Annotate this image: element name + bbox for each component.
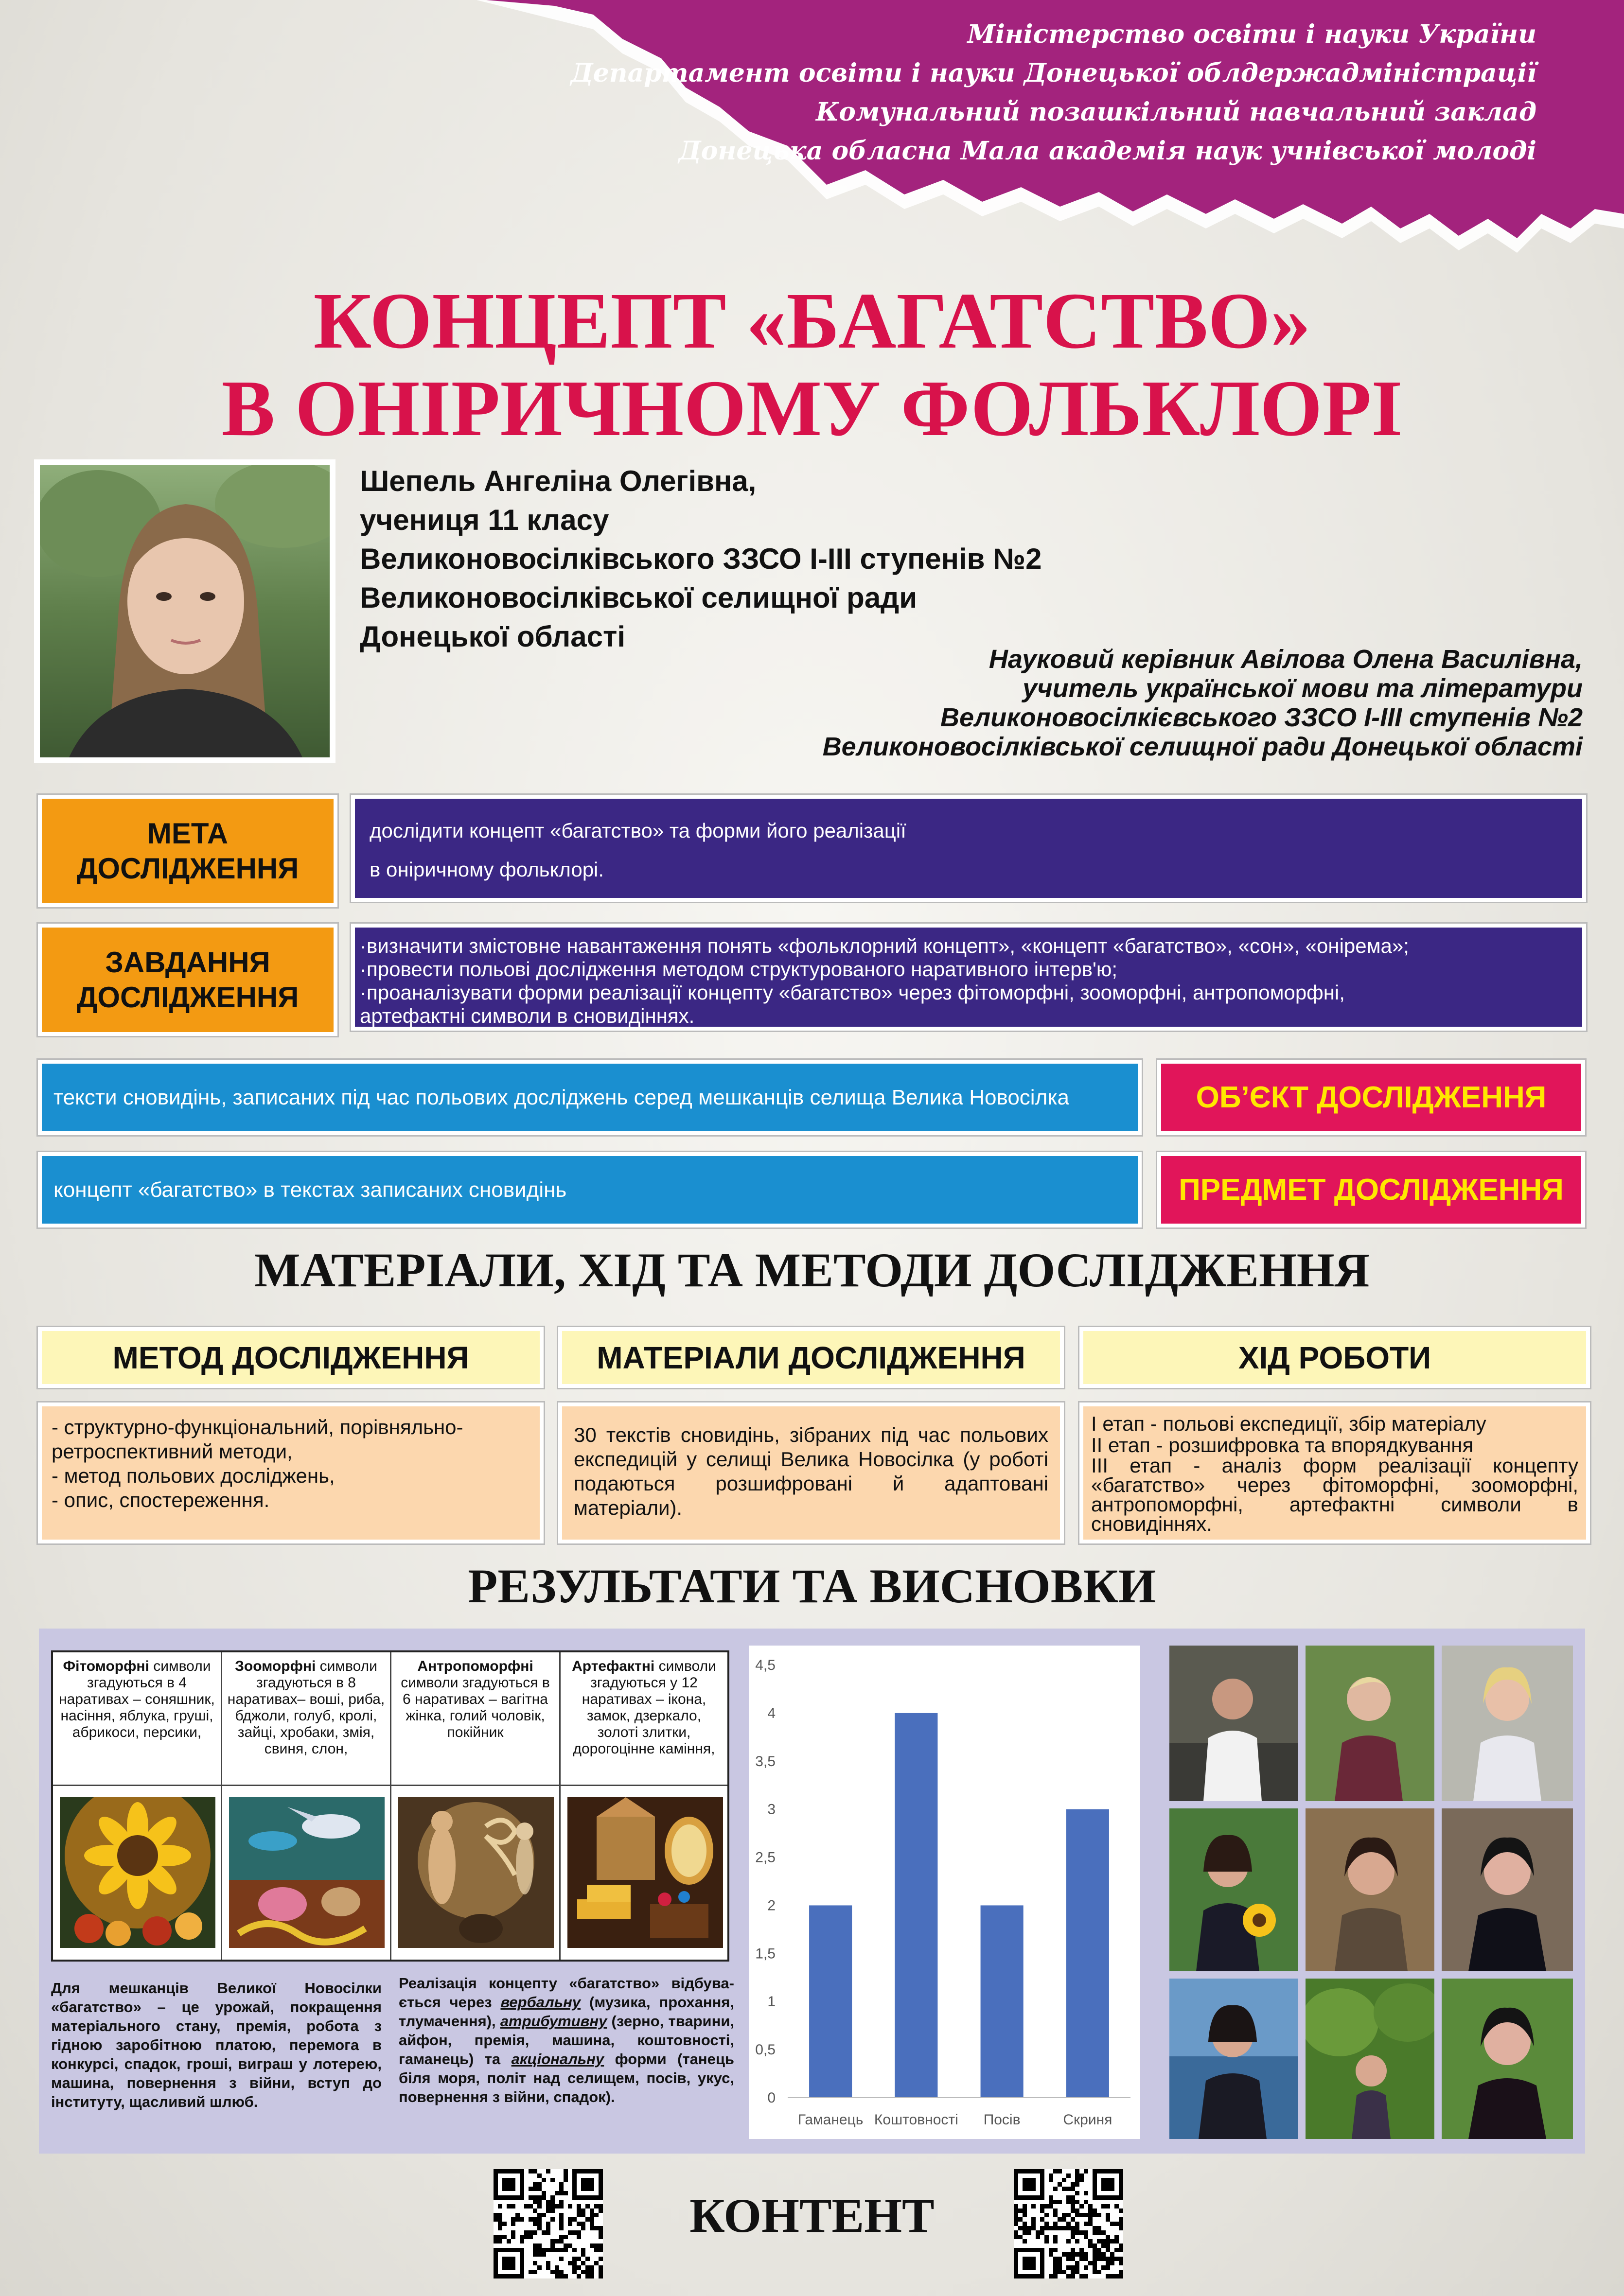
zoomorphic-name: Зооморфні <box>235 1658 316 1674</box>
tasks-text-box <box>351 924 1586 1031</box>
task-item-4: артефактні символи в сновидіннях. <box>360 1004 695 1027</box>
subject-text-box <box>38 1152 1142 1227</box>
artifact-name: Артефактні <box>572 1658 655 1674</box>
author-region: Донецької області <box>360 620 626 653</box>
human-figures-illustration <box>398 1797 554 1948</box>
object-label: ОБ’ЄКТ ДОСЛІДЖЕННЯ <box>1157 1060 1585 1135</box>
conclusion-forms-part4: форми (танець біля моря, політ над селищем, посів, укус, повернення з війни, спадок). <box>399 2051 734 2105</box>
goal-text-line2: в оніричному фольклорі. <box>370 858 604 881</box>
anthropomorphic-desc: символи згадуються в 6 наративах – вагітна жінка, голий чоловік, покійник <box>401 1675 550 1740</box>
symbols-table <box>51 1650 729 1962</box>
header-academy: Донецька обласна Мала академія наук учнівської молоді <box>678 136 1536 166</box>
y-tick-label: 4,5 <box>755 1657 776 1673</box>
chart-canvas <box>749 1646 1140 2139</box>
respondent-photo-5 <box>1306 1808 1434 1971</box>
goal-label-line1: МЕТА <box>147 817 229 850</box>
respondent-photo-3 <box>1442 1646 1573 1801</box>
y-tick-label: 3 <box>767 1801 776 1818</box>
goal-text-box <box>351 795 1586 902</box>
x-tick-label: Скриня <box>1063 2112 1112 2128</box>
y-tick-label: 0,5 <box>755 2042 776 2058</box>
progress-box <box>1079 1402 1590 1543</box>
x-tick-label: Гаманець <box>797 2112 864 2128</box>
animals-illustration <box>229 1797 385 1948</box>
symbols-bar-chart <box>749 1646 1140 2139</box>
y-tick-label: 4 <box>767 1705 776 1721</box>
anthropomorphic-name: Антропоморфні <box>417 1658 533 1674</box>
verbal-form: вербальну <box>500 1994 581 2011</box>
materials-text: 30 текстів сновидінь, зібраних під час польових експедицій у селищі Велика Новосілка (у роботі подаються розшифровані й адаптовані матеріали). <box>574 1423 1048 1519</box>
object-text-box <box>38 1060 1142 1135</box>
respondent-photo-7 <box>1169 1979 1298 2139</box>
method-header: МЕТОД ДОСЛІДЖЕННЯ <box>38 1327 544 1388</box>
tasks-label-line1: ЗАВДАННЯ <box>105 946 270 979</box>
actional-form: акціональну <box>511 2051 604 2068</box>
conclusion-forms <box>399 1974 734 2106</box>
attributive-form: атрибутивну <box>500 2013 607 2030</box>
task-item-1: ·визначити змістовне навантаження понять «фольклорний концепт», «концепт «багатство», «сон», «онірема»; <box>360 934 1409 957</box>
goal-text-line1: дослідити концепт «багатство» та форми його реалізації <box>370 819 906 842</box>
conclusion-forms-part2: (музика, прохання, тлумачення), <box>399 1994 734 2030</box>
author-school: Великоновосілківського ЗЗСО І-ІІІ ступенів №2 <box>360 543 1042 575</box>
results-section-title: РЕЗУЛЬТАТИ ТА ВИСНОВКИ <box>468 1559 1156 1613</box>
supervisor-council: Великоновосілківської селищної ради Донецької області <box>822 732 1583 761</box>
author-grade: учениця 11 класу <box>360 504 609 536</box>
artifact-column <box>561 1652 727 1960</box>
tasks-label-line2: ДОСЛІДЖЕННЯ <box>76 981 299 1014</box>
object-text: тексти сновидінь, записаних під час польових досліджень серед мешканців селища Велика Новосілка <box>53 1085 1069 1109</box>
y-tick-label: 0 <box>767 2090 776 2106</box>
materials-section-title: МАТЕРІАЛИ, ХІД ТА МЕТОДИ ДОСЛІДЖЕННЯ <box>254 1243 1370 1297</box>
poster-title-line2: В ОНІРИЧНОМУ ФОЛЬКЛОРІ <box>221 364 1403 453</box>
progress-stage-3: ІІІ етап - аналіз форм реалізації концепту «багатство» через фітоморфні, зооморфні, антропоморфні, артефактні символи в сновидіннях. <box>1091 1454 1578 1535</box>
progress-stage-1: І етап - польові експедиції, збір матеріалу <box>1091 1412 1486 1435</box>
conclusion-meaning: Для мешканців Великої Новосілки «багатство» – це урожай, покращення матеріального стану, премія, робота з гідною заробітною платою, перемога в конкурсі, спадок, гроші, виграш у лотерею, машина, повернення з війни, вступ до інституту, щасливий шлюб. <box>51 1980 382 2110</box>
qr-code-right[interactable] <box>1014 2169 1123 2278</box>
bar-3 <box>981 1905 1024 2098</box>
bar-4 <box>1066 1809 1109 2098</box>
header-institution: Комунальний позашкільний навчальний заклад <box>815 97 1536 127</box>
conclusion-forms-part3: (зерно, тварини, айфон, премія, машина, коштовності, гаманець) та <box>399 2013 734 2068</box>
header-ministry: Міністерство освіти і науки України <box>967 19 1536 49</box>
method-line-3: - метод польових досліджень, <box>52 1464 335 1487</box>
header-department: Департамент освіти і науки Донецької облдержадміністрації <box>570 58 1536 88</box>
y-tick-label: 1 <box>767 1994 776 2010</box>
zoomorphic-desc: символи згадуються в 8 наративах– воші, риба, бджоли, голуб, кролі, зайці, хробаки, змія, свиня, слон, <box>227 1658 385 1757</box>
author-council: Великоновосілківської селищної ради <box>360 581 918 614</box>
respondent-photo-4 <box>1169 1808 1298 1971</box>
progress-header: ХІД РОБОТИ <box>1079 1327 1590 1388</box>
bar-1 <box>809 1905 852 2098</box>
subject-label: ПРЕДМЕТ ДОСЛІДЖЕННЯ <box>1157 1152 1585 1227</box>
phytomorphic-name: Фітоморфні <box>63 1658 149 1674</box>
supervisor-school: Великоновосілкієвського ЗЗСО І-ІІІ ступенів №2 <box>940 703 1583 732</box>
respondent-photo-2 <box>1306 1646 1434 1801</box>
phytomorphic-column <box>53 1652 222 1960</box>
treasures-illustration <box>567 1797 723 1948</box>
y-tick-label: 3,5 <box>755 1753 776 1770</box>
respondent-photo-6 <box>1442 1808 1573 1971</box>
supervisor-position: учитель української мови та літератури <box>1023 674 1583 703</box>
author-name: Шепель Ангеліна Олегівна, <box>360 465 757 497</box>
artifact-desc: символи згадуються у 12 наративах – ікона, замок, дзеркало, золоті злитки, дорогоцінне каміння, <box>573 1658 716 1757</box>
conclusion-forms-part1: Реалізація концепту «багатство» відбува-ється через <box>399 1975 734 2011</box>
task-item-2: ·провести польові дослідження методом структурованого наративного інтерв'ю; <box>360 958 1118 981</box>
bar-2 <box>895 1713 937 2098</box>
method-line-1: - структурно-функціональний, порівняльно- <box>52 1416 463 1438</box>
y-tick-label: 2,5 <box>755 1849 776 1866</box>
y-tick-label: 1,5 <box>755 1945 776 1962</box>
phytomorphic-desc: символи згадуються в 4 наративах – соняшник, насіння, яблука, груші, абрикоси, персики, <box>59 1658 215 1740</box>
author-photo <box>34 459 335 763</box>
subject-text: концепт «багатство» в текстах записаних сновидінь <box>53 1177 567 1202</box>
tasks-label <box>38 924 337 1036</box>
x-tick-label: Коштовності <box>874 2112 958 2128</box>
task-item-3: ·проаналізувати форми реалізації концепту «багатство» через фітоморфні, зооморфні, антропоморфні, <box>360 981 1345 1004</box>
x-tick-label: Посів <box>983 2112 1021 2128</box>
footer-content-title: КОНТЕНТ <box>689 2189 935 2243</box>
sunflower-illustration <box>60 1797 215 1948</box>
respondent-photo-8 <box>1306 1979 1434 2139</box>
method-box <box>38 1402 544 1543</box>
respondent-photo-9 <box>1442 1979 1573 2139</box>
progress-stage-2: ІІ етап - розшифровка та впорядкування <box>1091 1434 1474 1456</box>
materials-box <box>558 1402 1064 1543</box>
method-line-4: - опис, спостереження. <box>52 1489 270 1511</box>
materials-header: МАТЕРІАЛИ ДОСЛІДЖЕННЯ <box>558 1327 1064 1388</box>
respondent-photo-1 <box>1169 1646 1298 1801</box>
y-tick-label: 2 <box>767 1897 776 1914</box>
respondents-photo-grid <box>1169 1646 1573 2139</box>
poster-title-line1: КОНЦЕПТ «БАГАТСТВО» <box>313 276 1311 365</box>
zoomorphic-column <box>222 1652 391 1960</box>
goal-label <box>38 795 337 907</box>
goal-label-line2: ДОСЛІДЖЕННЯ <box>76 852 299 885</box>
supervisor-name: Науковий керівник Авілова Олена Василівна, <box>989 645 1583 674</box>
anthropomorphic-column <box>391 1652 561 1960</box>
method-line-2: ретроспективний методи, <box>52 1440 293 1463</box>
